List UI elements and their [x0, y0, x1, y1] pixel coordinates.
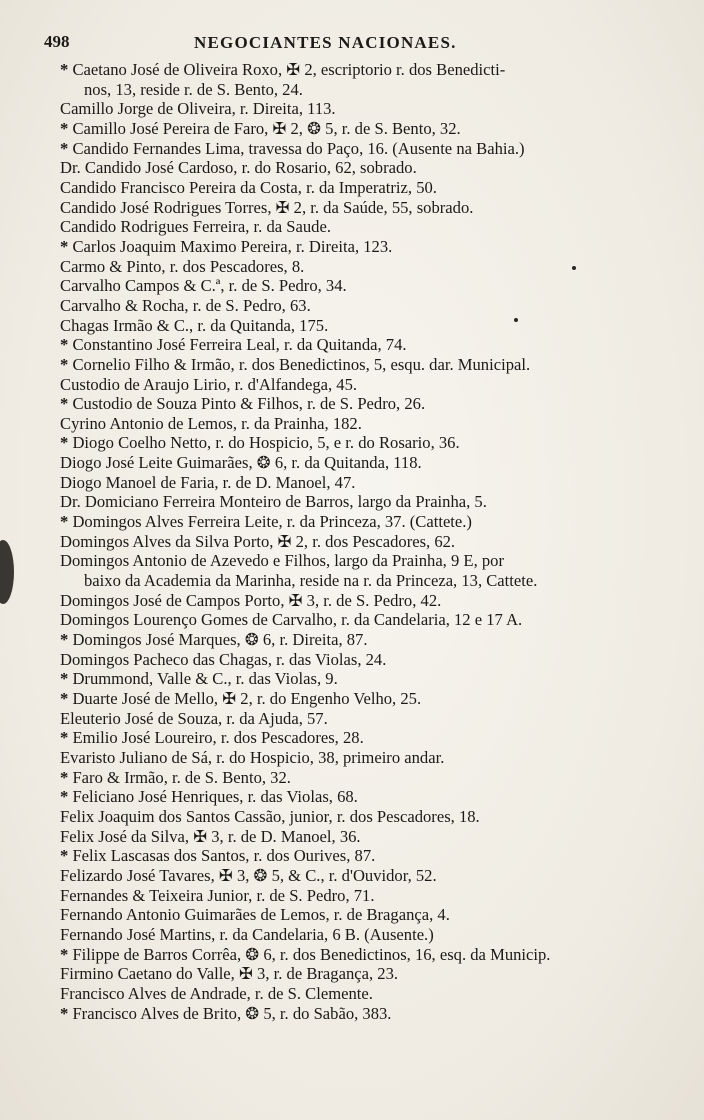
page-number: 498: [44, 32, 70, 51]
ink-speck: [514, 318, 518, 322]
directory-entry: * Carlos Joaquim Maximo Pereira, r. Direita, 123.: [54, 237, 664, 257]
directory-entry: * Cornelio Filho & Irmão, r. dos Benedictinos, 5, esqu. dar. Municipal.: [54, 355, 664, 375]
directory-entry: Domingos José de Campos Porto, ✠ 3, r. de S. Pedro, 42.: [60, 590, 442, 610]
directory-entry: Felix Joaquim dos Santos Cassão, junior, r. dos Pescadores, 18.: [60, 806, 480, 826]
directory-entry: Domingos Lourenço Gomes de Carvalho, r. da Candelaria, 12 e 17 A.: [60, 610, 523, 630]
directory-entry: Francisco Alves de Andrade, r. de S. Clemente.: [60, 983, 373, 1003]
directory-entry: Firmino Caetano do Valle, ✠ 3, r. de Bragança, 23.: [60, 964, 399, 984]
directory-entry: Felix José da Silva, ✠ 3, r. de D. Manoel, 36.: [60, 826, 361, 846]
directory-entry: * Faro & Irmão, r. de S. Bento, 32.: [54, 768, 664, 788]
directory-entry: * Duarte José de Mello, ✠ 2, r. do Engenho Velho, 25.: [54, 689, 664, 709]
directory-entry: Cyrino Antonio de Lemos, r. da Prainha, 182.: [60, 413, 362, 433]
directory-entry: Camillo Jorge de Oliveira, r. Direita, 113.: [60, 99, 336, 119]
directory-entry: * Camillo José Pereira de Faro, ✠ 2, ❂ 5, r. de S. Bento, 32.: [54, 119, 664, 139]
directory-entry: Domingos Pacheco das Chagas, r. das Violas, 24.: [60, 649, 387, 669]
entry-continuation: nos, 13, reside r. de S. Bento, 24.: [84, 79, 303, 99]
directory-entry: Domingos Alves da Silva Porto, ✠ 2, r. dos Pescadores, 62.: [60, 531, 456, 551]
directory-entry: * Domingos José Marques, ❂ 6, r. Direita, 87.: [54, 630, 664, 650]
directory-entry: Dr. Candido José Cardoso, r. do Rosario, 62, sobrado.: [60, 158, 417, 178]
directory-entry: Carmo & Pinto, r. dos Pescadores, 8.: [60, 256, 305, 276]
entry-continuation: baixo da Academia da Marinha, reside na r. da Princeza, 13, Cattete.: [84, 571, 538, 591]
directory-entry: Candido José Rodrigues Torres, ✠ 2, r. da Saúde, 55, sobrado.: [60, 197, 474, 217]
page-header: [44, 32, 664, 56]
directory-entry: * Emilio José Loureiro, r. dos Pescadores, 28.: [54, 728, 664, 748]
directory-entries: [54, 60, 664, 1023]
directory-entry: Fernando Antonio Guimarães de Lemos, r. de Bragança, 4.: [60, 905, 450, 925]
directory-entry: Fernandes & Teixeira Junior, r. de S. Pedro, 71.: [60, 885, 375, 905]
ink-smudge: [0, 540, 14, 604]
directory-entry: * Filippe de Barros Corrêa, ❂ 6, r. dos Benedictinos, 16, esq. da Municip.: [54, 945, 664, 965]
directory-entry: * Francisco Alves de Brito, ❂ 5, r. do Sabão, 383.: [54, 1004, 664, 1024]
directory-entry: * Drummond, Valle & C., r. das Violas, 9.: [54, 669, 664, 689]
directory-entry: Domingos Antonio de Azevedo e Filhos, largo da Prainha, 9 E, por: [60, 551, 504, 571]
directory-entry: Dr. Domiciano Ferreira Monteiro de Barros, largo da Prainha, 5.: [60, 492, 487, 512]
directory-entry: * Diogo Coelho Netto, r. do Hospicio, 5, e r. do Rosario, 36.: [54, 433, 664, 453]
directory-entry: * Candido Fernandes Lima, travessa do Paço, 16. (Ausente na Bahia.): [54, 139, 664, 159]
directory-entry: Eleuterio José de Souza, r. da Ajuda, 57.: [60, 708, 328, 728]
directory-entry: Candido Francisco Pereira da Costa, r. da Imperatriz, 50.: [60, 177, 437, 197]
directory-entry: Candido Rodrigues Ferreira, r. da Saude.: [60, 217, 331, 237]
directory-entry: * Felix Lascasas dos Santos, r. dos Ourives, 87.: [54, 846, 664, 866]
directory-entry: Chagas Irmão & C., r. da Quitanda, 175.: [60, 315, 329, 335]
directory-entry: * Caetano José de Oliveira Roxo, ✠ 2, escriptorio r. dos Benedicti-: [54, 60, 664, 80]
directory-entry: Evaristo Juliano de Sá, r. do Hospicio, 38, primeiro andar.: [60, 747, 445, 767]
directory-entry: Diogo José Leite Guimarães, ❂ 6, r. da Quitanda, 118.: [60, 453, 422, 473]
ink-speck: [572, 266, 576, 270]
directory-entry: * Domingos Alves Ferreira Leite, r. da Princeza, 37. (Cattete.): [54, 512, 664, 532]
directory-entry: * Feliciano José Henriques, r. das Violas, 68.: [54, 787, 664, 807]
directory-entry: Carvalho Campos & C.ª, r. de S. Pedro, 34.: [60, 276, 347, 296]
directory-entry: * Custodio de Souza Pinto & Filhos, r. de S. Pedro, 26.: [54, 394, 664, 414]
directory-entry: Fernando José Martins, r. da Candelaria, 6 B. (Ausente.): [60, 924, 434, 944]
directory-entry: Diogo Manoel de Faria, r. de D. Manoel, 47.: [60, 472, 356, 492]
directory-entry: Carvalho & Rocha, r. de S. Pedro, 63.: [60, 295, 311, 315]
directory-entry: Felizardo José Tavares, ✠ 3, ❂ 5, & C., r. d'Ouvidor, 52.: [60, 865, 437, 885]
directory-entry: * Constantino José Ferreira Leal, r. da Quitanda, 74.: [54, 335, 664, 355]
directory-entry: Custodio de Araujo Lirio, r. d'Alfandega, 45.: [60, 374, 358, 394]
running-title: NEGOCIANTES NACIONAES.: [194, 33, 457, 52]
